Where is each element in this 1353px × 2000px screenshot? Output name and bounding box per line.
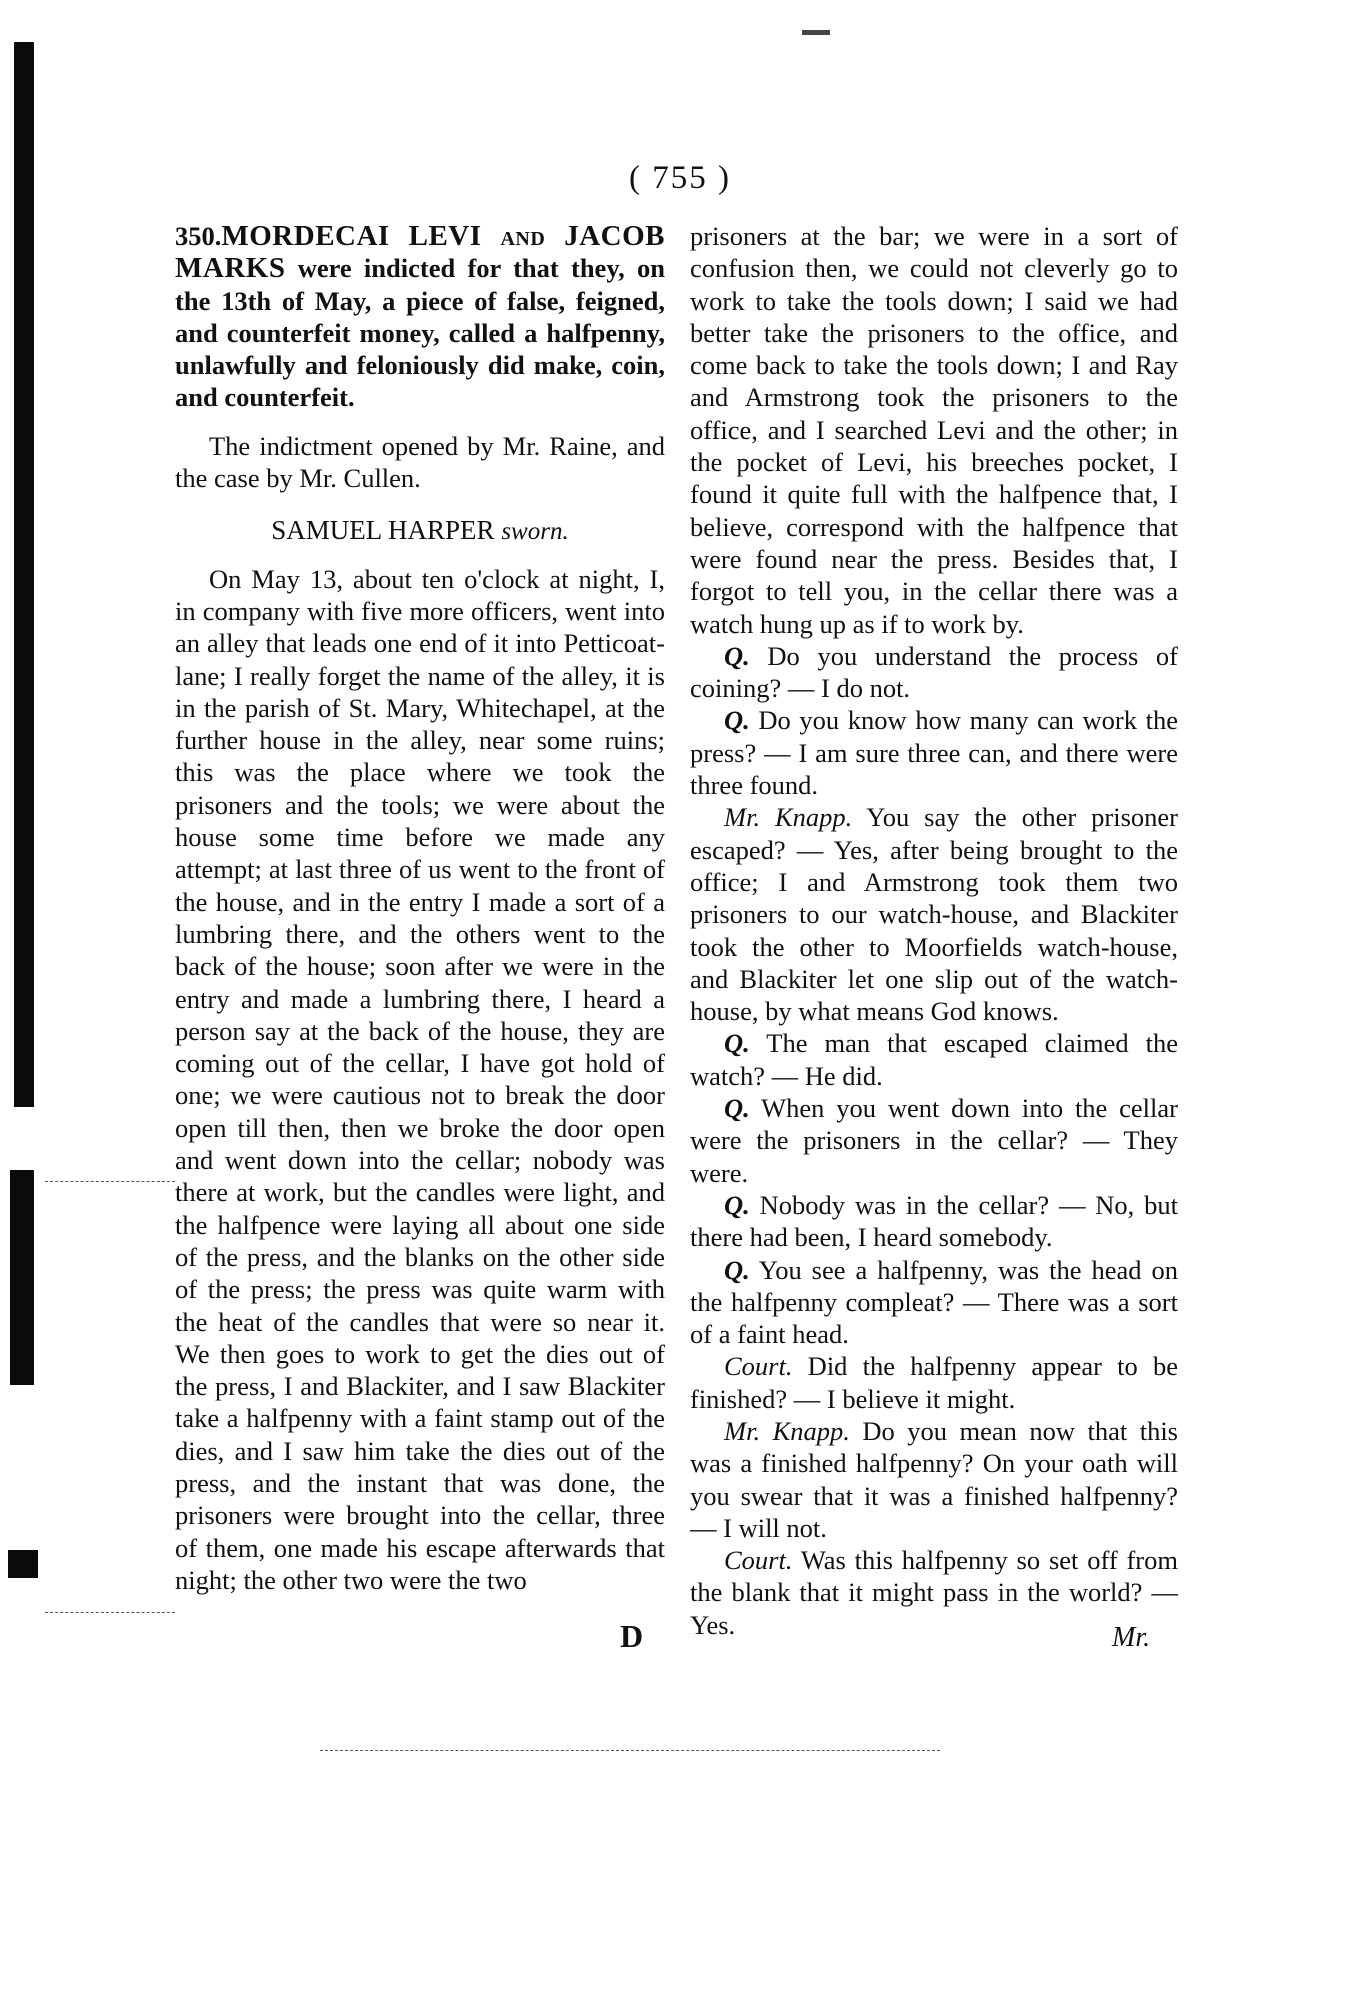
exchange-paragraph <box>690 640 1178 705</box>
case-paragraph <box>175 220 665 414</box>
exchange-paragraph <box>690 1189 1178 1254</box>
witness-sworn: sworn. <box>501 518 569 546</box>
speaker-label: Q. <box>724 1093 750 1124</box>
binding-edge-bar <box>8 1550 38 1578</box>
exchange-paragraph <box>690 1254 1178 1351</box>
witness-name: SAMUEL HARPER <box>271 515 495 546</box>
case-text: were indicted for that they, on the 13th of May, a piece of false, feigned, and counterfeit money, called a halfpenny, unlawfully and feloniously did make, coin, and counterfeit. <box>175 253 665 413</box>
exchange-text: Do you know how many can work the press? — I am sure three can, and there were three found. <box>690 705 1178 801</box>
speaker-label: Q. <box>724 1189 750 1220</box>
testimony-paragraph: On May 13, about ten o'clock at night, I, in company with five more officers, went into an alley that leads one end of it into Petticoat-lane; I really forget the name of the alley, it is in the parish of St. Mary, Whitechapel, at the further house in the alley, near some ruins; this was the place where we took the prisoners and the tools; we were about the house some time before we made any attempt; at last three of us went to the front of the house, and in the entry I made a sort of a lumbring there, and the others went to the back of the house; soon after we were in the entry and made a lumbring there, I heard a person say at the back of the house, they are coming out of the cellar, I have got hold of one; we were cautious not to break the door open till then, then we broke the door open and went down into the cellar; nobody was there at work, but the candles were light, and the halfpence were laying all about one side of the press, and the blanks on the other side of the press; the press was quite warm with the heat of the candles that were so near it. We then goes to work to get the dies out of the press, I and Blackiter, and I saw Blackiter take a halfpenny with a faint stamp out of the dies, and I saw him take the dies out of the press, and the instant that was done, the prisoners were brought into the cellar, three of them, one made his escape afterwards that night; the other two were the two <box>175 563 665 1595</box>
case-number: 350. <box>175 221 222 251</box>
exchange-text: You say the other prisoner escaped? — Yes, after being brought to the office; I and Armstrong took them two prisoners to our watch-house, and Blackiter took the other to Moorfields watch-house, and Blackiter let one slip out of the watch-house, by what means God knows. <box>690 802 1178 1027</box>
exchange-paragraph <box>690 1350 1178 1415</box>
speaker-label: Court. <box>724 1545 793 1576</box>
scan-speck <box>802 30 830 35</box>
exchange-paragraph <box>690 704 1178 801</box>
left-column <box>175 220 665 1596</box>
binding-edge-bar <box>10 1170 34 1385</box>
exchange-paragraph <box>690 801 1178 1027</box>
speaker-label: Q. <box>724 705 750 736</box>
exchange-paragraph <box>690 1415 1178 1544</box>
speaker-label: Court. <box>724 1351 793 1382</box>
exchange-text: Was this halfpenny so set off from the blank that it might pass in the world? — Yes. <box>690 1545 1178 1640</box>
exchange-text: Did the halfpenny appear to be finished? — I believe it might. <box>690 1351 1178 1414</box>
continuation-paragraph: prisoners at the bar; we were in a sort of confusion then, we could not cleverly go to work to take the tools down; I said we had better take the prisoners to the office, and come back to take the tools down; I and Ray and Armstrong took the prisoners to the office, and I searched Levi and the other; in the pocket of Levi, his breeches pocket, I found it quite full with the halfpence that, I believe, correspond with the halfpence that were found near the press. Besides that, I forgot to tell you, in the cellar there was a watch hung up as if to work by. <box>690 221 1178 639</box>
exchange-text: Nobody was in the cellar? — No, but there had been, I heard somebody. <box>690 1189 1178 1253</box>
speaker-label: Q. <box>724 640 750 671</box>
speaker-label: Q. <box>724 1254 750 1285</box>
speaker-label: Q. <box>724 1028 750 1059</box>
signature-mark: D <box>620 1618 644 1654</box>
indictment-paragraph: The indictment opened by Mr. Raine, and the case by Mr. Cullen. <box>175 430 665 494</box>
exchange-text: You see a halfpenny, was the head on the halfpenny compleat? — There was a sort of a faint head. <box>690 1254 1178 1350</box>
catchword: Mr. <box>1112 1622 1151 1653</box>
exchange-text: Do you mean now that this was a finished halfpenny? On your oath will you swear that it was a finished halfpenny? — I will not. <box>690 1415 1178 1543</box>
witness-heading <box>175 514 665 548</box>
exchange-paragraph <box>690 1544 1178 1641</box>
scan-line <box>45 1612 175 1613</box>
speaker-label: Mr. Knapp. <box>724 1415 850 1446</box>
exchange-text: Do you understand the process of coining? — I do not. <box>690 640 1178 704</box>
scan-line <box>320 1750 940 1751</box>
exchange-paragraph <box>690 1027 1178 1092</box>
binding-edge-bar <box>14 42 34 1107</box>
case-heading: MORDECAI LEVI and JACOB MARKS <box>175 220 665 285</box>
exchange-paragraph <box>690 1092 1178 1189</box>
right-column <box>690 220 1178 1641</box>
page-number: ( 755 ) <box>629 160 731 196</box>
exchange-text: When you went down into the cellar were the prisoners in the cellar? — They were. <box>690 1093 1178 1188</box>
exchange-text: The man that escaped claimed the watch? — He did. <box>690 1028 1178 1091</box>
speaker-label: Mr. Knapp. <box>724 802 853 833</box>
scan-line <box>45 1181 175 1182</box>
